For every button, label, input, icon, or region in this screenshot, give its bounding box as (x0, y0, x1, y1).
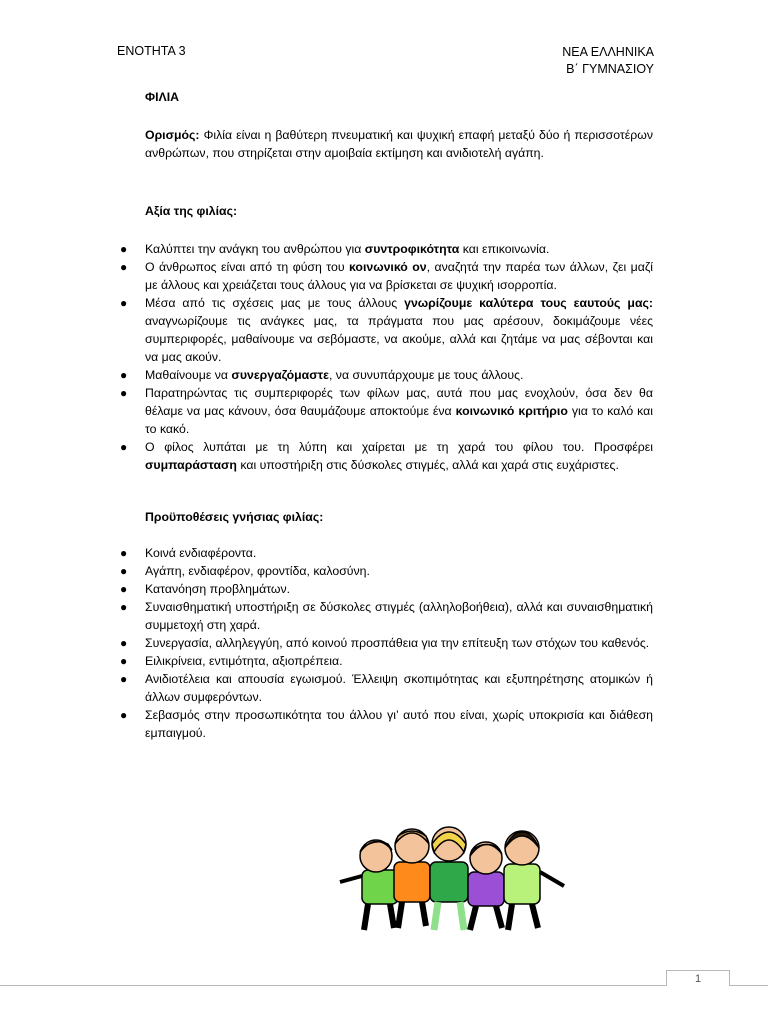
prereq-section-title: Προϋποθέσεις γνήσιας φιλίας: (145, 510, 324, 524)
bullet-icon: ● (120, 368, 128, 382)
item-text: αναγνωρίζουμε τις ανάγκες μας, τα πράγματα που μας αρέσουν, δοκιμάζουμε νέες συμπεριφορές, μαθαίνουμε να σεβόμαστε, να ακούμε, αλλά και ζητάμε να μας σέβονται και να μας ακούν. (145, 314, 653, 364)
item-text: για το καλό και το κακό. (145, 404, 654, 436)
prereq-list-item (120, 670, 653, 706)
bullet-icon: ● (120, 600, 128, 614)
page-title: ΦΙΛΙΑ (145, 90, 180, 104)
bullet-icon: ● (120, 260, 128, 274)
prereq-list-item (120, 544, 653, 562)
item-text: , να συνυπάρχουμε με τους άλλους. (328, 368, 524, 382)
kid-5 (504, 831, 564, 930)
value-list (120, 240, 654, 474)
item-text: Συναισθηματική υποστήριξη σε δύσκολες στιγμές (αλληλοβοήθεια), αλλά και συναισθηματική συμμετοχή στη χαρά. (145, 600, 653, 632)
item-text: Σεβασμός στην προσωπικότητα του άλλου γι’ αυτό που είναι, χωρίς υποκρισία και διάθεση εμπαιγμού. (145, 708, 653, 740)
bullet-icon: ● (120, 440, 128, 454)
header-subject-line1: ΝΕΑ ΕΛΛΗΝΙΚΑ (562, 45, 654, 59)
definition-label: Ορισμός: (145, 128, 200, 142)
document-body (120, 88, 654, 742)
bullet-icon: ● (120, 386, 128, 400)
item-text: Κοινά ενδιαφέροντα. (145, 546, 257, 560)
item-text: Μέσα από τις σχέσεις μας με τους άλλους (145, 296, 405, 310)
kid-4 (468, 842, 504, 930)
bullet-icon: ● (120, 296, 128, 310)
prereq-list-item (120, 598, 653, 634)
value-list-item (120, 366, 653, 384)
item-text: Αγάπη, ενδιαφέρον, φροντίδα, καλοσύνη. (145, 564, 370, 578)
header-unit: ΕΝΟΤΗΤΑ 3 (117, 44, 186, 58)
value-list-item (120, 258, 653, 294)
item-text: Μαθαίνουμε να (145, 368, 232, 382)
prereq-list-item (120, 706, 653, 742)
emphasis-text: γνωρίζουμε καλύτερα τους εαυτούς μας: (404, 296, 654, 310)
bullet-icon: ● (120, 636, 128, 650)
bullet-icon: ● (120, 582, 128, 596)
item-text: Παρατηρώντας τις συμπεριφορές των φίλων μας, αυτά που μας ενοχλούν, όσα δεν θα θέλαμε να μας κάνουν, όσα θαυμάζουμε αποκτούμε ένα (145, 386, 653, 418)
value-list-item (120, 384, 654, 438)
kid-1 (340, 840, 398, 930)
definition-paragraph (145, 126, 653, 162)
page-number: 1 (666, 970, 730, 986)
emphasis-text: συντροφικότητα (364, 242, 460, 256)
kid-3 (430, 827, 468, 930)
item-text: Συνεργασία, αλληλεγγύη, από κοινού προσπάθεια για την επίτευξη των στόχων του καθενός. (145, 636, 650, 650)
prereq-list-item (120, 562, 653, 580)
prereq-list-item (120, 580, 653, 598)
item-text: Κατανόηση προβλημάτων. (145, 582, 291, 596)
bullet-icon: ● (120, 564, 128, 578)
emphasis-text: κοινωνικό ον (348, 260, 427, 274)
item-text: Ανιδιοτέλεια και απουσία εγωισμού. Έλλειψη σκοπιμότητας και εξυπηρέτησης ατομικών ή άλλων συμφερόντων. (145, 672, 653, 704)
header-subject-line2: Β΄ ΓΥΜΝΑΣΙΟΥ (566, 62, 654, 76)
item-text: και επικοινωνία. (459, 242, 550, 256)
item-text: Ο άνθρωπος είναι από τη φύση του (145, 260, 349, 274)
bullet-icon: ● (120, 242, 128, 256)
item-text: Ο φίλος λυπάται με τη λύπη και χαίρεται με τη χαρά του φίλου του. Προσφέρει (145, 440, 653, 454)
bullet-icon: ● (120, 546, 128, 560)
value-list-item (120, 438, 653, 474)
bullet-icon: ● (120, 708, 128, 722)
prereq-list-item (120, 634, 653, 652)
emphasis-text: συμπαράσταση (145, 458, 237, 472)
bullet-icon: ● (120, 654, 128, 668)
prereq-list (120, 544, 653, 742)
prereq-list-item (120, 652, 653, 670)
value-section-title: Αξία της φιλίας: (145, 204, 238, 218)
bullet-icon: ● (120, 672, 128, 686)
group-of-kids-illustration (332, 822, 570, 940)
kid-2 (394, 829, 430, 928)
header-subject (562, 44, 654, 78)
item-text: και υποστήριξη στις δύσκολες στιγμές, αλλά και χαρά στις ευχάριστες. (236, 458, 619, 472)
value-list-item (120, 294, 654, 366)
item-text: Καλύπτει την ανάγκη του ανθρώπου για (145, 242, 365, 256)
emphasis-text: συνεργαζόμαστε (231, 368, 329, 382)
value-list-item (120, 240, 653, 258)
definition-text: Φιλία είναι η βαθύτερη πνευματική και ψυχική επαφή μεταξύ δύο ή περισσοτέρων ανθρώπων, που στηρίζεται στην αμοιβαία εκτίμηση και ανιδιοτελή αγάπη. (145, 128, 653, 160)
item-text: Ειλικρίνεια, εντιμότητα, αξιοπρέπεια. (145, 654, 343, 668)
item-text: , αναζητά την παρέα των άλλων, ζει μαζί με άλλους και χρειάζεται τους άλλους για να βρίσκεται σε ψυχική ισορροπία. (145, 260, 653, 292)
emphasis-text: κοινωνικό κριτήριο (455, 404, 568, 418)
footer-rule (0, 985, 768, 986)
